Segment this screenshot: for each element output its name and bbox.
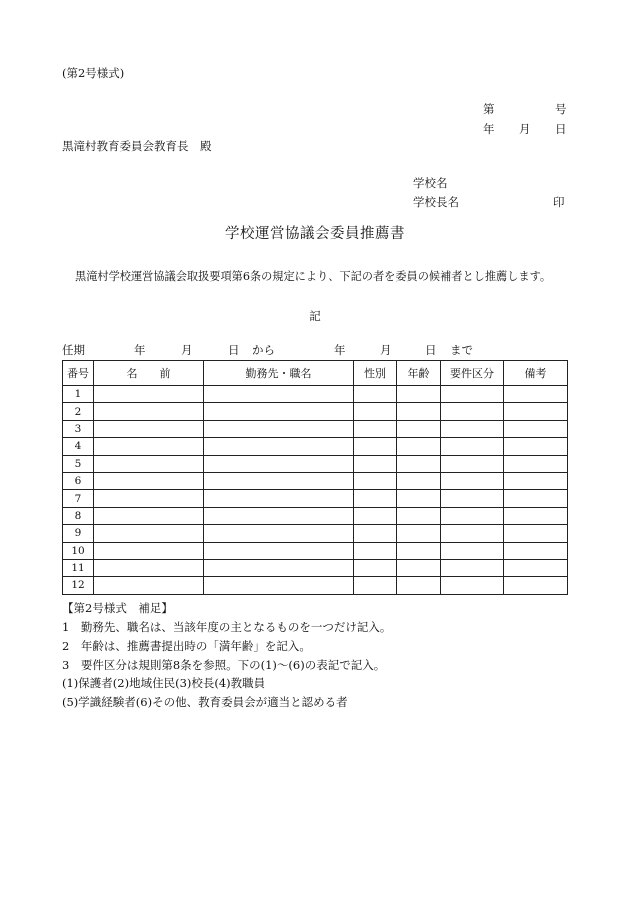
row-number: 2: [63, 403, 94, 420]
cell-category[interactable]: [441, 490, 504, 507]
cell-gender[interactable]: [354, 559, 397, 576]
body-text: 黒滝村学校運営協議会取扱要項第6条の規定により、下記の者を委員の候補者とし推薦します。: [75, 270, 552, 283]
cell-name[interactable]: [94, 490, 204, 507]
cell-name[interactable]: [94, 438, 204, 455]
term-end-month: 月: [380, 343, 392, 357]
cell-remarks[interactable]: [504, 577, 568, 594]
document-title: 学校運営協議会委員推薦書: [225, 226, 405, 242]
header-workplace: 勤務先・職名: [204, 361, 354, 386]
cell-name[interactable]: [94, 403, 204, 420]
table-row: [63, 420, 568, 437]
cell-category[interactable]: [441, 559, 504, 576]
cell-age[interactable]: [397, 420, 441, 437]
cell-age[interactable]: [397, 472, 441, 489]
cell-gender[interactable]: [354, 577, 397, 594]
cell-remarks[interactable]: [504, 472, 568, 489]
cell-remarks[interactable]: [504, 455, 568, 472]
cell-name[interactable]: [94, 577, 204, 594]
cell-workplace[interactable]: [204, 455, 354, 472]
term-start-year: 年: [134, 343, 146, 357]
cell-gender[interactable]: [354, 455, 397, 472]
table-header-row: [63, 361, 568, 386]
table-row: [63, 490, 568, 507]
cell-age[interactable]: [397, 525, 441, 542]
row-number: 3: [63, 420, 94, 437]
cell-name[interactable]: [94, 559, 204, 576]
category-list: (1)保護者(2)地域住民(3)校長(4)教職員: [62, 676, 266, 690]
table-row: [63, 472, 568, 489]
header-age: 年齢: [397, 361, 441, 386]
row-number: 5: [63, 455, 94, 472]
cell-workplace[interactable]: [204, 559, 354, 576]
cell-gender[interactable]: [354, 438, 397, 455]
table-row: [63, 577, 568, 594]
row-number: 6: [63, 472, 94, 489]
cell-workplace[interactable]: [204, 577, 354, 594]
row-number: 8: [63, 507, 94, 524]
cell-name[interactable]: [94, 525, 204, 542]
cell-age[interactable]: [397, 507, 441, 524]
form-label: (第2号様式): [62, 66, 125, 80]
date-month: 月: [519, 122, 531, 136]
table-row: [63, 386, 568, 403]
cell-remarks[interactable]: [504, 420, 568, 437]
document-number-prefix: 第: [483, 102, 495, 116]
category-list: (5)学識経験者(6)その他、教育委員会が適当と認める者: [62, 695, 348, 709]
cell-remarks[interactable]: [504, 559, 568, 576]
cell-category[interactable]: [441, 472, 504, 489]
cell-remarks[interactable]: [504, 542, 568, 559]
table-row: [63, 438, 568, 455]
cell-category[interactable]: [441, 455, 504, 472]
addressee: 黒滝村教育委員会教育長 殿: [62, 139, 212, 153]
nominee-table: [62, 360, 568, 595]
cell-workplace[interactable]: [204, 438, 354, 455]
cell-workplace[interactable]: [204, 542, 354, 559]
header-gender: 性別: [354, 361, 397, 386]
cell-name[interactable]: [94, 507, 204, 524]
cell-gender[interactable]: [354, 490, 397, 507]
cell-name[interactable]: [94, 455, 204, 472]
table-row: [63, 507, 568, 524]
cell-workplace[interactable]: [204, 525, 354, 542]
table-row: [63, 455, 568, 472]
cell-category[interactable]: [441, 542, 504, 559]
cell-workplace[interactable]: [204, 507, 354, 524]
table-row: [63, 403, 568, 420]
cell-name[interactable]: [94, 386, 204, 403]
cell-age[interactable]: [397, 438, 441, 455]
cell-gender[interactable]: [354, 420, 397, 437]
table-row: [63, 559, 568, 576]
cell-age[interactable]: [397, 455, 441, 472]
cell-gender[interactable]: [354, 386, 397, 403]
cell-gender[interactable]: [354, 525, 397, 542]
term-end-year: 年: [334, 343, 346, 357]
table-row: [63, 542, 568, 559]
ki-label: 記: [309, 309, 321, 323]
row-number: 10: [63, 542, 94, 559]
row-number: 9: [63, 525, 94, 542]
cell-workplace[interactable]: [204, 403, 354, 420]
row-number: 12: [63, 577, 94, 594]
note-item: 1 勤務先、職名は、当該年度の主となるものを一つだけ記入。: [62, 620, 392, 634]
header-number: 番号: [63, 361, 94, 386]
term-start-day: 日: [228, 343, 240, 357]
cell-workplace[interactable]: [204, 386, 354, 403]
cell-category[interactable]: [441, 386, 504, 403]
cell-name[interactable]: [94, 420, 204, 437]
header-category: 要件区分: [441, 361, 504, 386]
cell-category[interactable]: [441, 438, 504, 455]
date-year: 年: [483, 122, 495, 136]
row-number: 4: [63, 438, 94, 455]
row-number: 1: [63, 386, 94, 403]
cell-age[interactable]: [397, 542, 441, 559]
cell-age[interactable]: [397, 490, 441, 507]
term-label: 任期: [62, 343, 85, 357]
cell-name[interactable]: [94, 472, 204, 489]
cell-age[interactable]: [397, 577, 441, 594]
cell-category[interactable]: [441, 577, 504, 594]
cell-remarks[interactable]: [504, 386, 568, 403]
term-end-day: 日: [425, 343, 437, 357]
cell-remarks[interactable]: [504, 438, 568, 455]
cell-category[interactable]: [441, 525, 504, 542]
cell-gender[interactable]: [354, 542, 397, 559]
document-number-suffix: 号: [555, 102, 567, 116]
cell-workplace[interactable]: [204, 490, 354, 507]
header-remarks: 備考: [504, 361, 568, 386]
cell-age[interactable]: [397, 386, 441, 403]
school-name-label: 学校名: [413, 176, 448, 190]
seal-mark: 印: [553, 195, 565, 209]
term-until: まで: [450, 343, 473, 357]
header-name: 名 前: [94, 361, 204, 386]
cell-category[interactable]: [441, 420, 504, 437]
row-number: 7: [63, 490, 94, 507]
cell-age[interactable]: [397, 403, 441, 420]
term-from: から: [252, 343, 275, 357]
cell-workplace[interactable]: [204, 420, 354, 437]
cell-age[interactable]: [397, 559, 441, 576]
cell-gender[interactable]: [354, 403, 397, 420]
cell-workplace[interactable]: [204, 472, 354, 489]
table-row: [63, 525, 568, 542]
cell-gender[interactable]: [354, 472, 397, 489]
cell-category[interactable]: [441, 507, 504, 524]
cell-remarks[interactable]: [504, 490, 568, 507]
cell-gender[interactable]: [354, 507, 397, 524]
cell-category[interactable]: [441, 403, 504, 420]
cell-remarks[interactable]: [504, 525, 568, 542]
term-start-month: 月: [181, 343, 193, 357]
date-day: 日: [555, 122, 567, 136]
cell-remarks[interactable]: [504, 403, 568, 420]
notes-title: 【第2号様式 補足】: [62, 601, 173, 615]
cell-remarks[interactable]: [504, 507, 568, 524]
note-item: 3 要件区分は規則第8条を参照。下の(1)～(6)の表記で記入。: [62, 658, 386, 672]
cell-name[interactable]: [94, 542, 204, 559]
row-number: 11: [63, 559, 94, 576]
principal-name-label: 学校長名: [413, 195, 459, 209]
note-item: 2 年齢は、推薦書提出時の「満年齢」を記入。: [62, 639, 311, 653]
